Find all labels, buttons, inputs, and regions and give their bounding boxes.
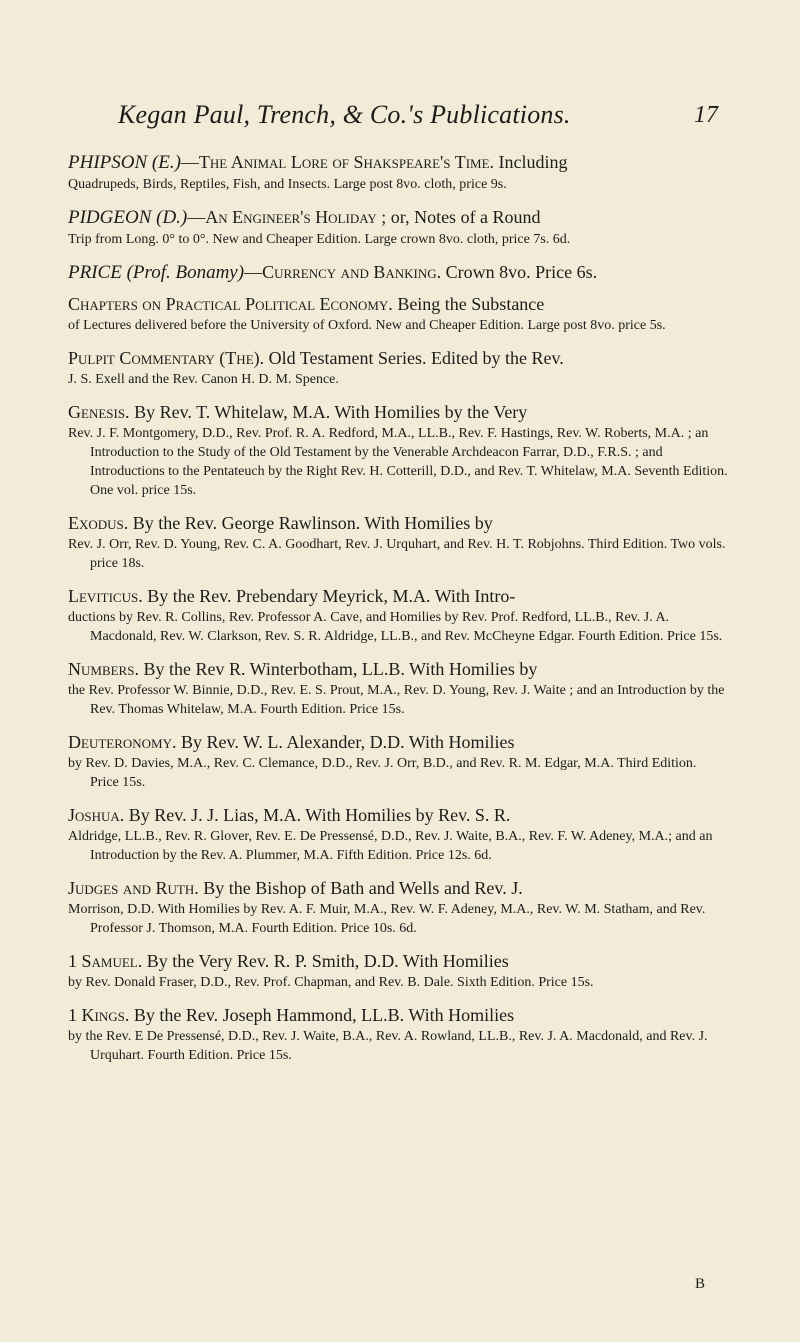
entry-title: Pulpit Commentary (The). <box>68 348 265 368</box>
entry-heading <box>68 150 728 175</box>
entry-heading-rest: By the Rev. Joseph Hammond, LL.B. With Homilies <box>129 1005 515 1025</box>
entry-heading-rest: By the Rev. Prebendary Meyrick, M.A. With Intro- <box>142 586 516 606</box>
entry-heading <box>68 205 728 230</box>
entry-title: Chapters on Practical Political Economy. <box>68 294 393 314</box>
entry-details: of Lectures delivered before the University of Oxford. New and Cheaper Edition. Large post 8vo. price 5s. <box>68 318 666 333</box>
entry-details: ductions by Rev. R. Collins, Rev. Professor A. Cave, and Homilies by Rev. Prof. Redford, LL.B., Rev. J. A. Macdonald, Rev. W. Clarkson, Rev. S. R. Aldridge, LL.B., and Rev. McCheyne Edgar. Fourth Edition. Price 15s. <box>68 610 723 644</box>
entry-heading-rest: By the Bishop of Bath and Wells and Rev. J. <box>198 878 523 898</box>
entry-title: Currency and Banking. <box>262 262 442 282</box>
entry-title: Numbers. <box>68 659 139 679</box>
entry-title: Joshua. <box>68 805 125 825</box>
publication-entry <box>68 260 728 285</box>
entry-heading <box>68 803 728 827</box>
entry-details: by Rev. D. Davies, M.A., Rev. C. Clemance, D.D., Rev. J. Orr, B.D., and Rev. R. M. Edgar, M.A. Third Edition. Price 15s. <box>68 756 697 790</box>
entry-separator: — <box>180 152 199 172</box>
publication-entry <box>68 346 728 389</box>
entry-title: The Animal Lore of Shakspeare's Time. <box>198 152 495 172</box>
entry-heading-rest: Old Testament Series. Edited by the Rev. <box>264 348 564 368</box>
entry-heading <box>68 1003 728 1027</box>
publication-entry <box>68 511 728 573</box>
entry-details: Rev. J. Orr, Rev. D. Young, Rev. C. A. Goodhart, Rev. J. Urquhart, and Rev. H. T. Robjohns. Third Edition. Two vols. price 18s. <box>68 537 726 571</box>
publication-entry <box>68 205 728 249</box>
entry-title: Deuteronomy. <box>68 732 177 752</box>
entry-heading <box>68 292 728 316</box>
entry-heading <box>68 346 728 370</box>
entry-heading-rest: Including <box>494 152 568 172</box>
entry-heading-rest: By the Rev R. Winterbotham, LL.B. With Homilies by <box>138 659 538 679</box>
entry-details: Rev. J. F. Montgomery, D.D., Rev. Prof. R. A. Redford, M.A., LL.B., Rev. F. Hastings, Rev. W. Roberts, M.A. ; an Introduction to the Study of the Old Testament by the Venerable Archdeacon Farrar, D.D., F.R.S. ; and Introductions to the Pentateuch by the Right Rev. H. Cotterill, D.D., and Rev. T. Whitelaw, M.A. Seventh Edition. One vol. price 15s. <box>68 426 728 498</box>
entry-heading <box>68 949 728 973</box>
entry-title: Exodus. <box>68 513 129 533</box>
entry-heading-rest: By Rev. J. J. Lias, M.A. With Homilies by Rev. S. R. <box>124 805 511 825</box>
entry-heading-rest: By the Very Rev. R. P. Smith, D.D. With Homilies <box>142 951 509 971</box>
entry-heading <box>68 730 728 754</box>
entry-heading <box>68 511 728 535</box>
page-number: 17 <box>694 102 718 128</box>
entry-heading-rest: By Rev. W. L. Alexander, D.D. With Homilies <box>176 732 515 752</box>
entry-heading <box>68 260 728 285</box>
publication-entry <box>68 292 728 335</box>
entry-details: Aldridge, LL.B., Rev. R. Glover, Rev. E. De Pressensé, D.D., Rev. J. Waite, B.A., Rev. F. W. Adeney, M.A.; and an Introduction by the Rev. A. Plummer, M.A. Fifth Edition. Price 12s. 6d. <box>68 829 713 863</box>
publication-entry <box>68 400 728 500</box>
entry-details: by the Rev. E De Pressensé, D.D., Rev. J. Waite, B.A., Rev. A. Rowland, LL.B., Rev. J. A. Macdonald, and Rev. J. Urquhart. Fourth Edition. Price 15s. <box>68 1029 708 1063</box>
entry-details: Quadrupeds, Birds, Reptiles, Fish, and Insects. Large post 8vo. cloth, price 9s. <box>68 177 507 192</box>
entry-details: Morrison, D.D. With Homilies by Rev. A. F. Muir, M.A., Rev. W. F. Adeney, M.A., Rev. W. M. Statham, and Rev. Professor J. Thomson, M.A. Fourth Edition. Price 10s. 6d. <box>68 902 706 936</box>
entry-heading-rest: By Rev. T. Whitelaw, M.A. With Homilies by the Very <box>129 402 528 422</box>
entry-details: Trip from Long. 0° to 0°. New and Cheaper Edition. Large crown 8vo. cloth, price 7s. 6d. <box>68 232 571 247</box>
publication-entry <box>68 584 728 646</box>
entry-title: An Engineer's Holiday ; <box>205 207 387 227</box>
signature-mark: B <box>694 1276 705 1292</box>
running-head <box>118 100 718 136</box>
entry-heading-rest: Being the Substance <box>392 294 545 314</box>
entry-heading-rest: or, Notes of a Round <box>386 207 541 227</box>
publication-entry <box>68 150 728 194</box>
running-head-title: Kegan Paul, Trench, & Co.'s Publications. <box>118 100 571 129</box>
entry-heading-rest: By the Rev. George Rawlinson. With Homilies by <box>128 513 493 533</box>
entry-separator: — <box>187 207 206 227</box>
entry-details: by Rev. Donald Fraser, D.D., Rev. Prof. Chapman, and Rev. B. Dale. Sixth Edition. Price 15s. <box>68 975 594 990</box>
entry-title: 1 Kings. <box>68 1005 130 1025</box>
entry-details: J. S. Exell and the Rev. Canon H. D. M. Spence. <box>68 372 339 387</box>
publication-entry <box>68 730 728 792</box>
entry-title: Genesis. <box>68 402 130 422</box>
entry-heading <box>68 400 728 424</box>
publication-entry <box>68 1003 728 1065</box>
entry-author: PHIPSON (E.) <box>68 152 181 173</box>
entry-heading <box>68 657 728 681</box>
entry-title: Leviticus. <box>68 586 143 606</box>
publication-entry <box>68 803 728 865</box>
publication-list <box>68 150 728 1076</box>
entry-author: PRICE (Prof. Bonamy) <box>68 262 245 283</box>
publication-entry <box>68 949 728 992</box>
entry-separator: — <box>244 262 263 282</box>
publication-entry <box>68 876 728 938</box>
entry-heading <box>68 876 728 900</box>
entry-details: the Rev. Professor W. Binnie, D.D., Rev. E. S. Prout, M.A., Rev. D. Young, Rev. J. Waite ; and an Introduction by the Rev. Thomas Whitelaw, M.A. Fourth Edition. Price 15s. <box>68 683 725 717</box>
entry-title: Judges and Ruth. <box>68 878 199 898</box>
entry-heading <box>68 584 728 608</box>
entry-author: PIDGEON (D.) <box>68 207 188 228</box>
publication-entry <box>68 657 728 719</box>
entry-title: 1 Samuel. <box>68 951 143 971</box>
entry-heading-rest: Crown 8vo. Price 6s. <box>441 262 598 282</box>
